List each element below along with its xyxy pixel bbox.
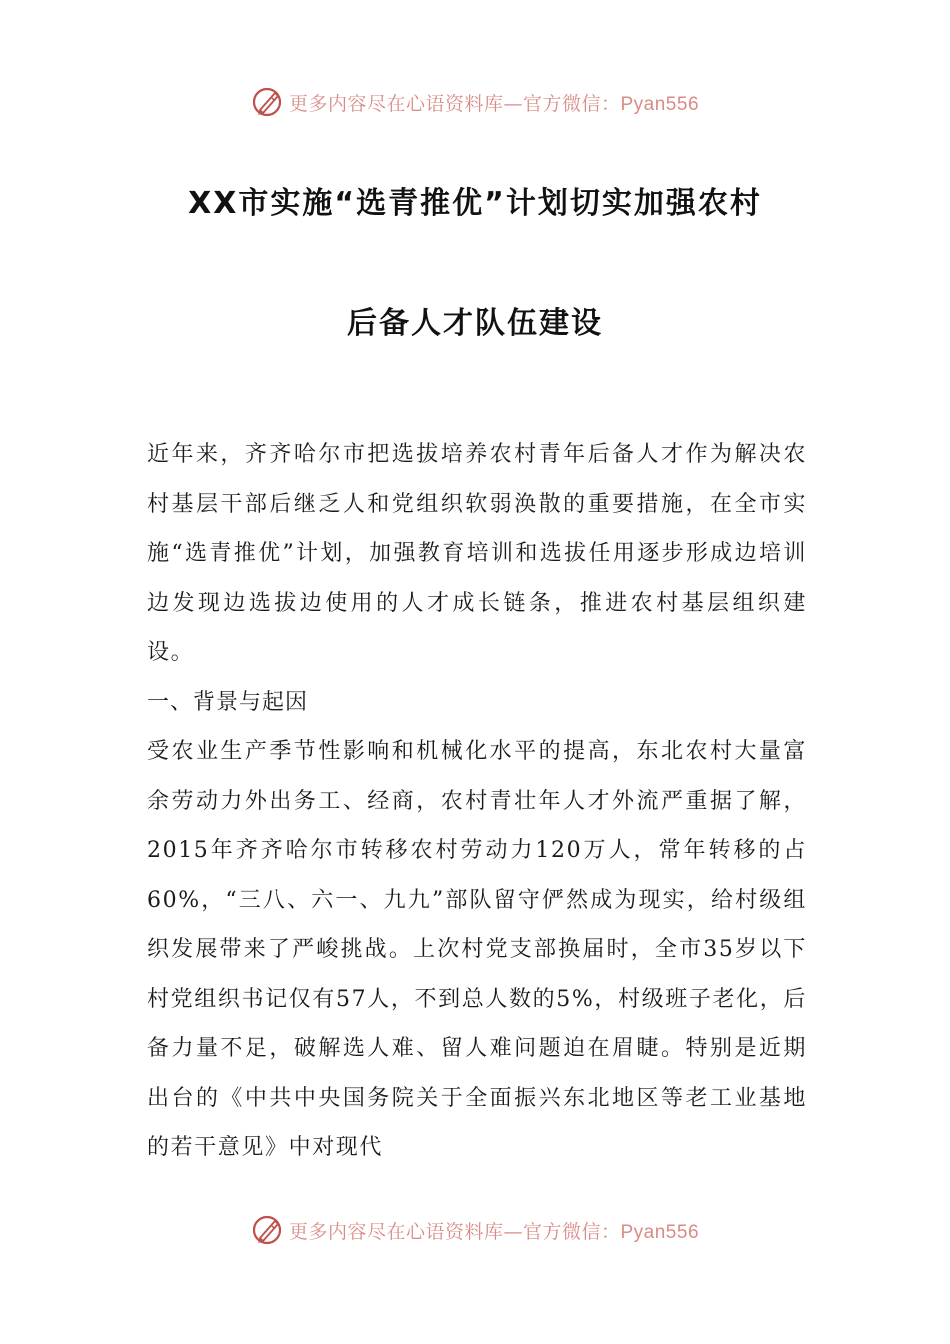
pen-logo-icon — [251, 85, 285, 119]
document-title-line-1: XX市实施“选青推优”计划切实加强农村 — [188, 186, 762, 221]
document-title-line-2: 后备人才队伍建设 — [347, 306, 603, 341]
watermark-header — [0, 82, 950, 122]
pen-logo-icon — [251, 1213, 285, 1247]
paragraph-intro: 近年来，齐齐哈尔市把选拔培养农村青年后备人才作为解决农村基层干部后继乏人和党组织软弱涣散的重要措施，在全市实施“选青推优”计划，加强教育培训和选拔任用逐步形成边培训边发现边选拔边使用的人才成长链条，推进农村基层组织建设。 — [147, 442, 807, 665]
watermark-text: 更多内容尽在心语资料库—官方微信：Pyan556 — [288, 1220, 700, 1243]
watermark-wechat-id: Pyan556 — [620, 93, 700, 115]
paragraph-background: 受农业生产季节性影响和机械化水平的提高，东北农村大量富余劳动力外出务工、经商，农村青壮年人才外流严重据了解，2015年齐齐哈尔市转移农村劳动力120万人，常年转移的占60%，“三八、六一、九九”部队留守俨然成为现实，给村级组织发展带来了严峻挑战。上次村党支部换届时，全市35岁以下村党组织书记仅有57人，不到总人数的5%，村级班子老化，后备力量不足，破解选人难、留人难问题迫在眉睫。特别是近期出台的《中共中央国务院关于全面振兴东北地区等老工业基地的若干意见》中对现代 — [147, 739, 807, 1160]
section-heading-background: 一、背景与起因 — [147, 689, 309, 715]
watermark-footer — [0, 1210, 950, 1250]
watermark-text: 更多内容尽在心语资料库—官方微信：Pyan556 — [288, 92, 700, 115]
document-body — [147, 430, 807, 1173]
watermark-wechat-id: Pyan556 — [620, 1221, 700, 1243]
